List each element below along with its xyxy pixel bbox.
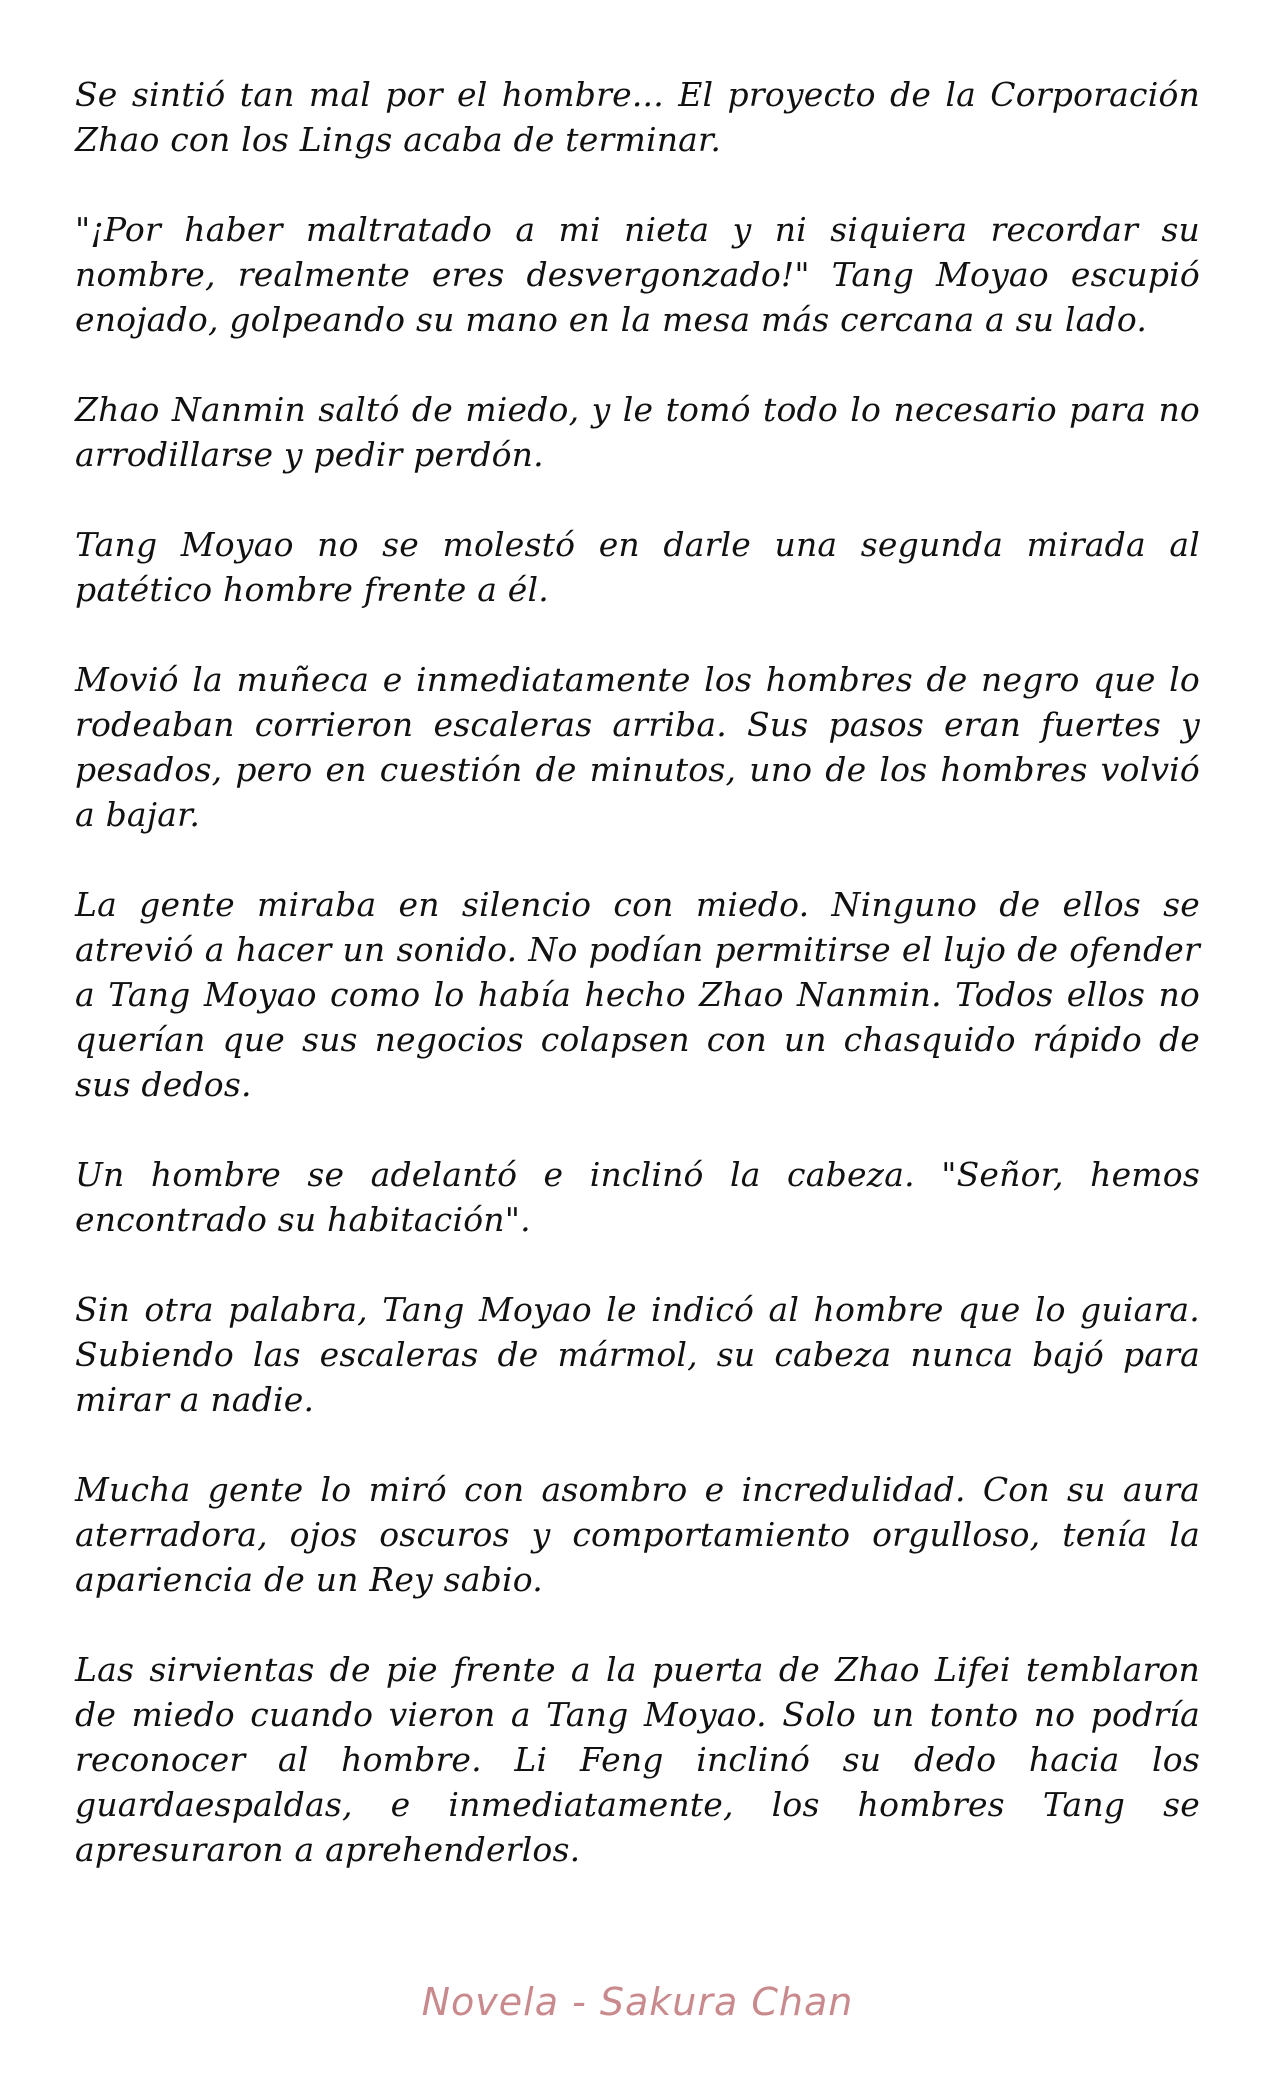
paragraph: "¡Por haber maltratado a mi nieta y ni siquiera recordar su nombre, realmente eres desvergonzado!" Tang Moyao escupió enojado, golpeando su mano en la mesa más cercana a su lado. <box>75 210 1200 339</box>
paragraph: Sin otra palabra, Tang Moyao le indicó al hombre que lo guiara. Subiendo las escaleras de mármol, su cabeza nunca bajó para mirar a nadie. <box>75 1290 1200 1419</box>
watermark: Novela - Sakura Chan <box>421 1980 854 2024</box>
paragraph: Se sintió tan mal por el hombre... El proyecto de la Corporación Zhao con los Lings acaba de terminar. <box>75 75 1200 159</box>
paragraph: Zhao Nanmin saltó de miedo, y le tomó todo lo necesario para no arrodillarse y pedir perdón. <box>75 390 1200 474</box>
paragraph: Las sirvientas de pie frente a la puerta de Zhao Lifei temblaron de miedo cuando vieron a Tang Moyao. Solo un tonto no podría reconocer al hombre. Li Feng inclinó su dedo hacia los guardaespaldas, e inmediatamente, los hombres Tang se apresuraron a aprehenderlos. <box>75 1650 1200 1869</box>
paragraph: La gente miraba en silencio con miedo. Ninguno de ellos se atrevió a hacer un sonido. No podían permitirse el lujo de ofender a Tang Moyao como lo había hecho Zhao Nanmin. Todos ellos no querían que sus negocios colapsen con un chasquido rápido de sus dedos. <box>75 885 1200 1104</box>
document-body <box>75 72 1200 1882</box>
paragraph: Tang Moyao no se molestó en darle una segunda mirada al patético hombre frente a él. <box>75 525 1200 609</box>
paragraph: Un hombre se adelantó e inclinó la cabeza. "Señor, hemos encontrado su habitación". <box>75 1155 1200 1239</box>
paragraph: Movió la muñeca e inmediatamente los hombres de negro que lo rodeaban corrieron escaleras arriba. Sus pasos eran fuertes y pesados, pero en cuestión de minutos, uno de los hombres volvió a bajar. <box>75 660 1200 834</box>
paragraph: Mucha gente lo miró con asombro e incredulidad. Con su aura aterradora, ojos oscuros y comportamiento orgulloso, tenía la apariencia de un Rey sabio. <box>75 1470 1200 1599</box>
